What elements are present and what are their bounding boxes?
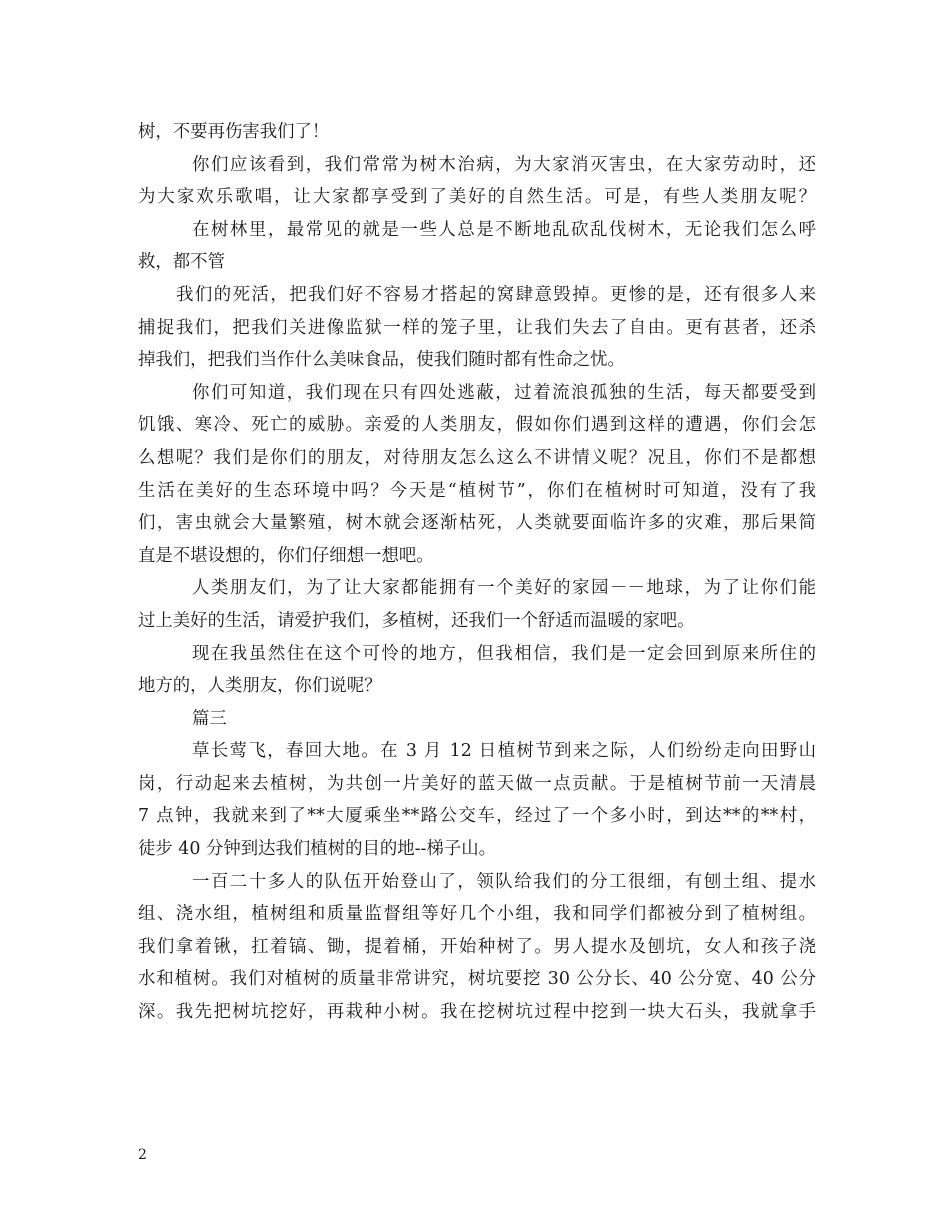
- text-line: 7 点钟，我就来到了**大厦乘坐**路公交车，经过了一个多小时，到达**的**村，: [138, 806, 816, 827]
- text-line: 直是不堪设想的，你们仔细想一想吧。: [138, 545, 434, 566]
- text-line: 过上美好的生活，请爱护我们，多植树，还我们一个舒适而温暖的家吧。: [138, 610, 695, 631]
- text-line: 你们可知道，我们现在只有四处逃蔽，过着流浪孤独的生活，每天都要受到: [192, 382, 816, 403]
- text-line: 救，都不管: [138, 252, 225, 273]
- text-line: 人类朋友们，为了让大家都能拥有一个美好的家园－－地球，为了让你们能: [192, 578, 816, 599]
- text-line: 现在我虽然住在这个可怜的地方，但我相信，我们是一定会回到原来所住的: [192, 643, 816, 664]
- text-line: 我们拿着锹，扛着镐、锄，提着桶，开始种树了。男人提水及刨坑，女人和孩子浇: [138, 936, 816, 957]
- text-line: 深。我先把树坑挖好，再栽种小树。我在挖树坑过程中挖到一块大石头，我就拿手: [138, 1002, 816, 1023]
- text-line: 我们的死活，把我们好不容易才搭起的窝肆意毁掉。更惨的是，还有很多人来: [176, 284, 816, 305]
- text-line: 为大家欢乐歌唱，让大家都享受到了美好的自然生活。可是，有些人类朋友呢？: [138, 187, 816, 208]
- text-line: 饥饿、寒冷、死亡的威胁。亲爱的人类朋友，假如你们遇到这样的遭遇，你们会怎: [138, 415, 816, 436]
- text-line: 徒步 40 分钟到达我们植树的目的地--梯子山。: [138, 839, 496, 860]
- text-line: 掉我们，把我们当作什么美味食品，使我们随时都有性命之忧。: [138, 350, 625, 371]
- text-line: 水和植树。我们对植树的质量非常讲究，树坑要挖 30 公分长、40 公分宽、40 公分: [138, 969, 816, 990]
- page-number: 2: [138, 1147, 147, 1163]
- body-text: [138, 116, 816, 1029]
- text-line: 组、浇水组，植树组和质量监督组等好几个小组，我和同学们都被分到了植树组。: [138, 904, 816, 925]
- text-line: 一百二十多人的队伍开始登山了，领队给我们的分工很细，有刨土组、提水: [192, 871, 816, 892]
- text-line: 么想呢？我们是你们的朋友，对待朋友怎么这么不讲情义呢？况且，你们不是都想: [138, 447, 816, 468]
- text-line: 岗，行动起来去植树，为共创一片美好的蓝天做一点贡献。于是植树节前一天清晨: [138, 773, 816, 794]
- text-line: 你们应该看到，我们常常为树木治病，为大家消灭害虫，在大家劳动时，还: [192, 154, 816, 175]
- text-line: 们，害虫就会大量繁殖，树木就会逐渐枯死，人类就要面临许多的灾难，那后果简: [138, 513, 816, 534]
- text-line: 生活在美好的生态环境中吗？今天是“植树节”，你们在植树时可知道，没有了我: [138, 480, 816, 501]
- text-line: 树，不要再伤害我们了！: [138, 122, 330, 142]
- text-line: 草长莺飞，春回大地。在 3 月 12 日植树节到来之际，人们纷纷走向田野山: [192, 741, 816, 762]
- text-line: 捕捉我们，把我们关进像监狱一样的笼子里，让我们失去了自由。更有甚者，还杀: [138, 317, 816, 338]
- text-line: 地方的，人类朋友，你们说呢？: [138, 676, 382, 697]
- text-line: 篇三: [192, 708, 227, 729]
- text-line: 在树林里，最常见的就是一些人总是不断地乱砍乱伐树木，无论我们怎么呼: [192, 219, 816, 240]
